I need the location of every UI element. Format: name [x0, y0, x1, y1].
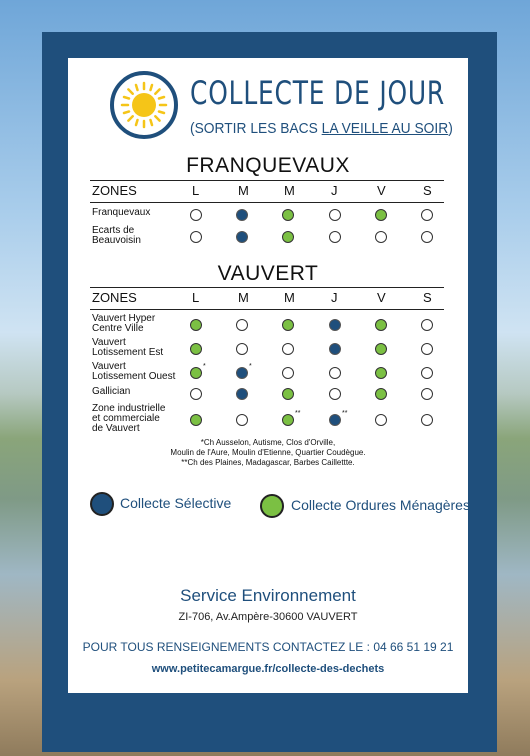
- collection-dot-empty: [421, 367, 433, 379]
- collection-dot-green: [282, 209, 294, 221]
- zone-label: [92, 338, 163, 358]
- collection-dot-green: [375, 319, 387, 331]
- zone-label: [92, 226, 141, 246]
- zone-label-line: Zone industrielle: [92, 403, 166, 414]
- collection-dot-empty: [236, 319, 248, 331]
- website-link[interactable]: www.petitecamargue.fr/collecte-des-dechets: [151, 663, 385, 675]
- footnote-mark: **: [295, 410, 301, 417]
- collection-dot-blue: [236, 209, 248, 221]
- collection-dot-empty: [190, 388, 202, 400]
- zone-label-line: et commerciale: [92, 413, 160, 424]
- collection-dot-empty: [329, 367, 341, 379]
- day-header: V: [377, 183, 386, 198]
- collection-dot-empty: [421, 343, 433, 355]
- collection-dot-empty: [329, 231, 341, 243]
- zones-header: ZONES: [92, 183, 137, 198]
- page-title: COLLECTE DE JOUR: [190, 74, 446, 112]
- collection-dot-green: [375, 388, 387, 400]
- collection-dot-green: [375, 209, 387, 221]
- collection-dot-blue: [236, 367, 248, 379]
- collection-dot-empty: [282, 343, 294, 355]
- zone-label-line: Ecarts de: [92, 225, 135, 236]
- collection-dot-empty: [375, 414, 387, 426]
- legend-label-household: Collecte Ordures Ménagères: [291, 497, 470, 513]
- zone-label-line: de Vauvert: [92, 423, 140, 434]
- collection-dot-green: [190, 319, 202, 331]
- collection-dot-green: [375, 343, 387, 355]
- day-header: V: [377, 290, 386, 305]
- collection-dot-empty: [421, 319, 433, 331]
- day-header: J: [331, 290, 338, 305]
- zone-label: [92, 314, 155, 334]
- collection-dot-blue: [236, 231, 248, 243]
- collection-dot-green: [190, 414, 202, 426]
- sun-icon: [110, 71, 178, 139]
- page-subtitle: (SORTIR LES BACS LA VEILLE AU SOIR): [190, 120, 453, 137]
- collection-dot-empty: [282, 367, 294, 379]
- zone-label-line: Lotissement Est: [92, 347, 164, 358]
- day-header: M: [238, 183, 249, 198]
- collection-dot-empty: [421, 209, 433, 221]
- collection-dot-empty: [190, 209, 202, 221]
- legend-dot-selective: [90, 492, 114, 516]
- collection-dot-green: [375, 367, 387, 379]
- zone-label-line: Vauvert: [92, 361, 126, 372]
- zone-label-line: Beauvoisin: [92, 235, 141, 246]
- collection-dot-green: [190, 367, 202, 379]
- day-header: M: [284, 290, 295, 305]
- zone-label: [92, 387, 130, 397]
- zone-label-line: Gallician: [92, 386, 131, 397]
- footnote-mark: **: [342, 410, 348, 417]
- zone-label-line: Vauvert: [92, 337, 126, 348]
- day-header: S: [423, 290, 432, 305]
- zones-header: ZONES: [92, 290, 137, 305]
- collection-dot-blue: [236, 388, 248, 400]
- zone-label: [92, 362, 175, 382]
- zone-label: [92, 404, 165, 434]
- collection-dot-green: [282, 414, 294, 426]
- day-header: L: [192, 183, 200, 198]
- collection-dot-empty: [236, 343, 248, 355]
- section-title: VAUVERT: [217, 262, 319, 285]
- collection-dot-green: [282, 319, 294, 331]
- footnote-line: Moulin de l'Aure, Moulin d'Etienne, Quartier Coudègue.: [170, 448, 366, 457]
- collection-dot-empty: [375, 231, 387, 243]
- collection-dot-blue: [329, 414, 341, 426]
- zone-label-line: Lotissement Ouest: [92, 371, 176, 382]
- zone-label-line: Franquevaux: [92, 207, 151, 218]
- legend-dot-household: [260, 494, 284, 518]
- table-header: [90, 287, 444, 310]
- footnotes: [68, 438, 468, 468]
- collection-dot-empty: [421, 414, 433, 426]
- service-name: Service Environnement: [180, 586, 356, 605]
- collection-dot-empty: [329, 209, 341, 221]
- contact-line: POUR TOUS RENSEIGNEMENTS CONTACTEZ LE : 04 66 51 19 21: [82, 640, 454, 654]
- day-header: M: [284, 183, 295, 198]
- collection-dot-empty: [329, 388, 341, 400]
- collection-dot-green: [282, 231, 294, 243]
- collection-dot-empty: [421, 388, 433, 400]
- zone-label: [92, 208, 150, 218]
- collection-dot-green: [282, 388, 294, 400]
- day-header: M: [238, 290, 249, 305]
- legend-label-selective: Collecte Sélective: [120, 495, 232, 511]
- footnote-line: *Ch Ausselon, Autisme, Clos d'Orville,: [200, 438, 336, 447]
- service-address: ZI-706, Av.Ampère-30600 VAUVERT: [178, 611, 358, 623]
- zone-label-line: Centre Ville: [92, 323, 144, 334]
- table-header: [90, 180, 444, 203]
- footnote-mark: *: [249, 363, 252, 370]
- day-header: S: [423, 183, 432, 198]
- day-header: J: [331, 183, 338, 198]
- section-title: FRANQUEVAUX: [186, 154, 350, 177]
- collection-dot-blue: [329, 319, 341, 331]
- collection-dot-green: [190, 343, 202, 355]
- collection-dot-blue: [329, 343, 341, 355]
- collection-dot-empty: [190, 231, 202, 243]
- zone-label-line: Vauvert Hyper: [92, 313, 156, 324]
- collection-dot-empty: [421, 231, 433, 243]
- footnote-line: **Ch des Plaines, Madagascar, Barbes Caillettte.: [181, 458, 355, 467]
- footnote-mark: *: [203, 363, 206, 370]
- collection-dot-empty: [236, 414, 248, 426]
- day-header: L: [192, 290, 200, 305]
